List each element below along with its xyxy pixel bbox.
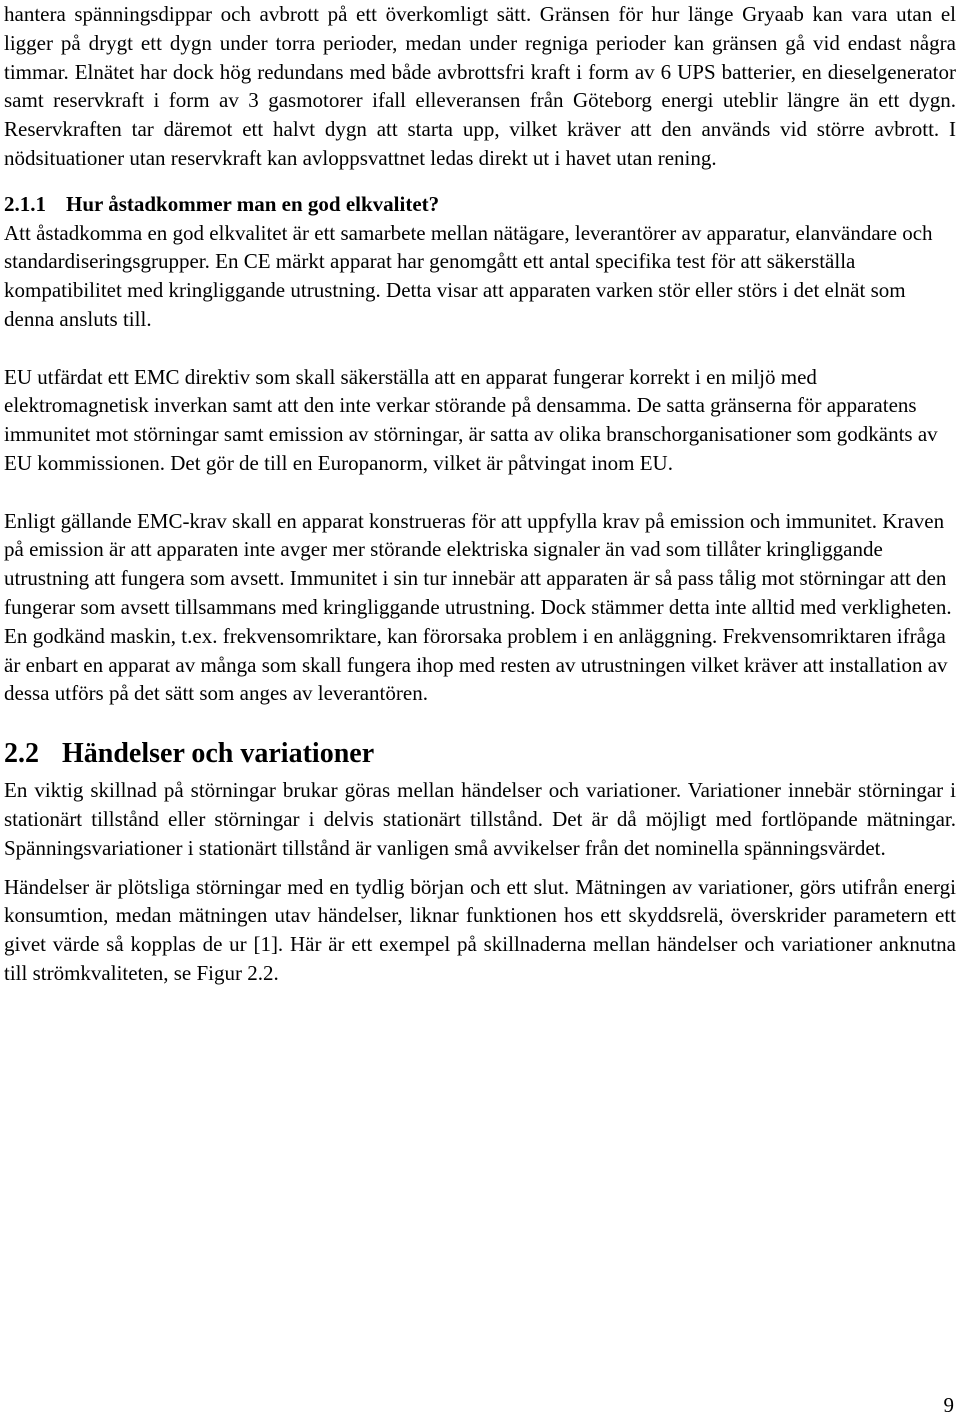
page-number: 9 [943, 1393, 954, 1417]
section-number: 2.2 [4, 738, 39, 770]
paragraph-emc-krav: Enligt gällande EMC-krav skall en apparat konstrueras för att uppfylla krav på emission och immunitet. Kraven på emission är att apparaten inte avger mer störande elektriska signaler än vad som tillåter kringliggande utrustning att fungera som avsett. Immunitet i sin tur innebär att apparaten är så pass tålig mot störningar att den fungerar som avsett tillsammans med kringliggande utrustning. Dock stämmer detta inte alltid med verkligheten. En godkänd maskin, t.ex. frekvensomriktare, kan förorsaka problem i en anläggning. Frekvensomriktaren ifråga är enbart en apparat av många som skall fungera ihop med resten av utrustningen vilket kräver att installation av dessa utförs på det sätt som anges av leverantören. [4, 508, 952, 706]
subsection-number: 2.1.1 [4, 191, 46, 216]
paragraph-intro: hantera spänningsdippar och avbrott på ett överkomligt sätt. Gränsen för hur länge Gryaab kan vara utan el ligger på drygt ett dygn under torra perioder, medan under regniga perioder kan gränsen gå vid endast några timmar. Elnätet har dock hög redundans med både avbrottsfri kraft i form av 6 UPS batterier, en dieselgenerator samt reservkraft i form av 3 gasmotorer ifall elleveransen från Göteborg energi uteblir längre än ett dygn. Reservkraften tar däremot ett halvt dygn att starta upp, vilket kräver att den används vid större avbrott. I nödsituationer utan reservkraft kan avloppsvattnet ledas direkt ut i havet utan rening. [4, 2, 956, 170]
section-heading [4, 736, 956, 772]
paragraph-emc-direktiv: EU utfärdat ett EMC direktiv som skall säkerställa att en apparat fungerar korrekt i en miljö med elektromagnetisk inverkan samt att den inte verkar störande på densamma. De satta gränserna för apparatens immunitet mot störningar samt emission av störningar, är satta av olika branschorganisationer som godkänts av EU kommissionen. Det gör de till en Europanorm, vilket är påtvingat inom EU. [4, 364, 938, 475]
section-title: Händelser och variationer [62, 738, 375, 770]
subsection-heading [4, 190, 956, 219]
page-body [4, 0, 956, 988]
paragraph-elkvalitet: Att åstadkomma en god elkvalitet är ett samarbete mellan nätägare, leverantörer av apparatur, elanvändare och standardiseringsgrupper. En CE märkt apparat har genomgått ett antal specifika test för att säkerställa kompatibilitet med kringliggande utrustning. Detta visar att apparaten varken stör eller störs i det elnät som denna ansluts till. [4, 220, 933, 331]
paragraph-handelser: Händelser är plötsliga störningar med en tydlig början och ett slut. Mätningen av variationer, görs utifrån energi konsumtion, medan mätningen utav händelser, liknar funktionen hos ett skyddsrelä, överskrider parametern ett givet värde så kopplas de ur [1]. Här är ett exempel på skillnaderna mellan händelser och variationer anknutna till strömkvaliteten, se Figur 2.2. [4, 874, 956, 985]
paragraph-variationer: En viktig skillnad på störningar brukar göras mellan händelser och variationer. Variationer innebär störningar i stationärt tillstånd eller störningar i delvis stationärt tillstånd. Det är då möjligt med fortlöpande mätningar. Spänningsvariationer i stationärt tillstånd är vanligen små avvikelser från det nominella spänningsvärdet. [4, 778, 956, 860]
subsection-title: Hur åstadkommer man en god elkvalitet? [66, 191, 440, 216]
